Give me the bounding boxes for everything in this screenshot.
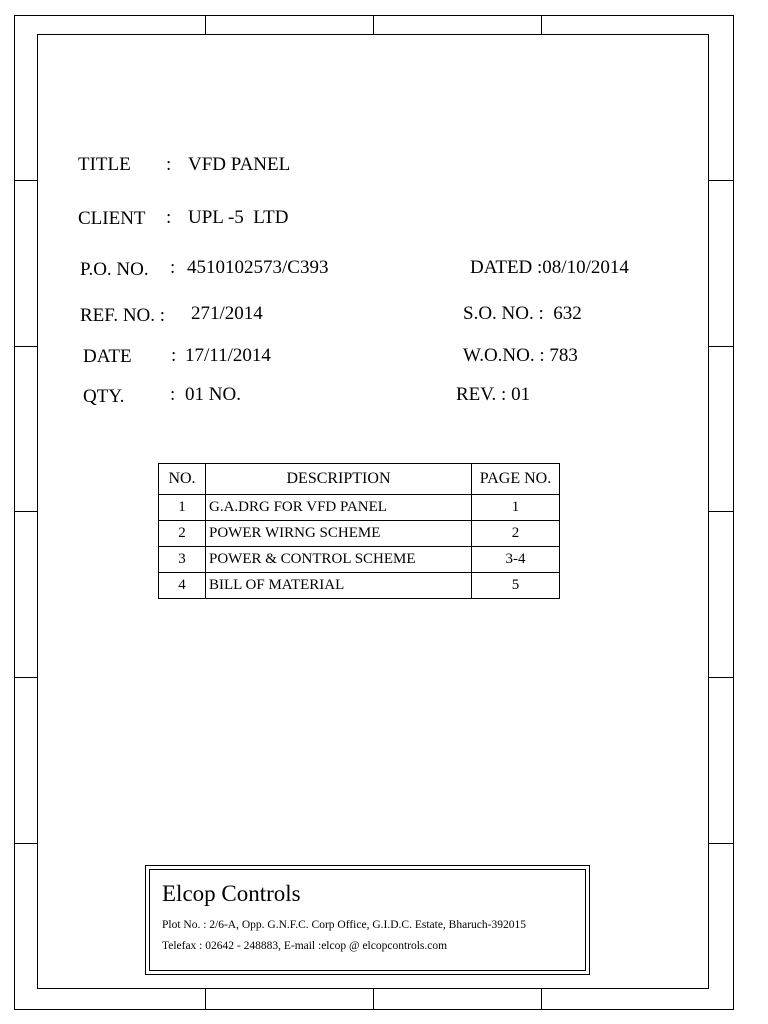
row-page-no: 3-4 [472, 547, 560, 573]
zone-tick [205, 15, 206, 34]
zone-tick [205, 989, 206, 1010]
company-address: Plot No. : 2/6-A, Opp. G.N.F.C. Corp Office, G.I.D.C. Estate, Bharuch-392015 [162, 919, 526, 931]
zone-tick [541, 989, 542, 1010]
zone-tick [14, 843, 37, 844]
column-header-page-no: PAGE NO. [472, 464, 560, 495]
row-description: BILL OF MATERIAL [206, 573, 472, 599]
row-page-no: 2 [472, 521, 560, 547]
qty-label: QTY. [83, 386, 125, 407]
row-number: 4 [159, 573, 206, 599]
zone-tick [373, 989, 374, 1010]
client-separator: : [166, 207, 172, 228]
zone-tick [14, 511, 37, 512]
row-number: 2 [159, 521, 206, 547]
table-row [159, 495, 560, 521]
drawing-index-table [158, 463, 560, 599]
row-page-no: 5 [472, 573, 560, 599]
title-value: VFD PANEL [188, 154, 291, 175]
ref-value: 271/2014 [191, 303, 263, 324]
qty-value: 01 NO. [185, 384, 241, 405]
row-page-no: 1 [472, 495, 560, 521]
po-label: P.O. NO. [80, 259, 149, 280]
title-label: TITLE [78, 154, 131, 175]
po-separator: : [170, 257, 176, 278]
dated-value: DATED :08/10/2014 [470, 257, 629, 278]
rev-value: REV. : 01 [456, 384, 531, 405]
zone-tick [709, 346, 734, 347]
zone-tick [14, 346, 37, 347]
so-value: S.O. NO. : 632 [463, 303, 582, 324]
row-number: 3 [159, 547, 206, 573]
date-separator: : [171, 345, 177, 366]
table-row [159, 573, 560, 599]
ref-label: REF. NO. : [80, 305, 166, 326]
client-value: UPL -5 LTD [188, 207, 289, 228]
title-block-inner-border [149, 869, 586, 971]
zone-tick [709, 677, 734, 678]
company-name: Elcop Controls [162, 881, 301, 906]
date-value: 17/11/2014 [185, 345, 271, 366]
qty-separator: : [170, 384, 176, 405]
column-header-no: NO. [159, 464, 206, 495]
row-number: 1 [159, 495, 206, 521]
title-block [145, 865, 590, 975]
zone-tick [541, 15, 542, 34]
zone-tick [14, 180, 37, 181]
date-label: DATE [83, 346, 132, 367]
column-header-description: DESCRIPTION [206, 464, 472, 495]
client-label: CLIENT [78, 208, 146, 229]
row-description: G.A.DRG FOR VFD PANEL [206, 495, 472, 521]
row-description: POWER & CONTROL SCHEME [206, 547, 472, 573]
company-contact: Telefax : 02642 - 248883, E-mail :elcop @ elcopcontrols.com [162, 940, 448, 952]
table-header-row [159, 464, 560, 495]
row-description: POWER WIRNG SCHEME [206, 521, 472, 547]
zone-tick [14, 677, 37, 678]
zone-tick [709, 511, 734, 512]
zone-tick [373, 15, 374, 34]
title-separator: : [166, 154, 172, 175]
po-value: 4510102573/C393 [187, 257, 329, 278]
table-row [159, 521, 560, 547]
zone-tick [709, 180, 734, 181]
zone-tick [709, 843, 734, 844]
wo-value: W.O.NO. : 783 [463, 345, 578, 366]
table-row [159, 547, 560, 573]
